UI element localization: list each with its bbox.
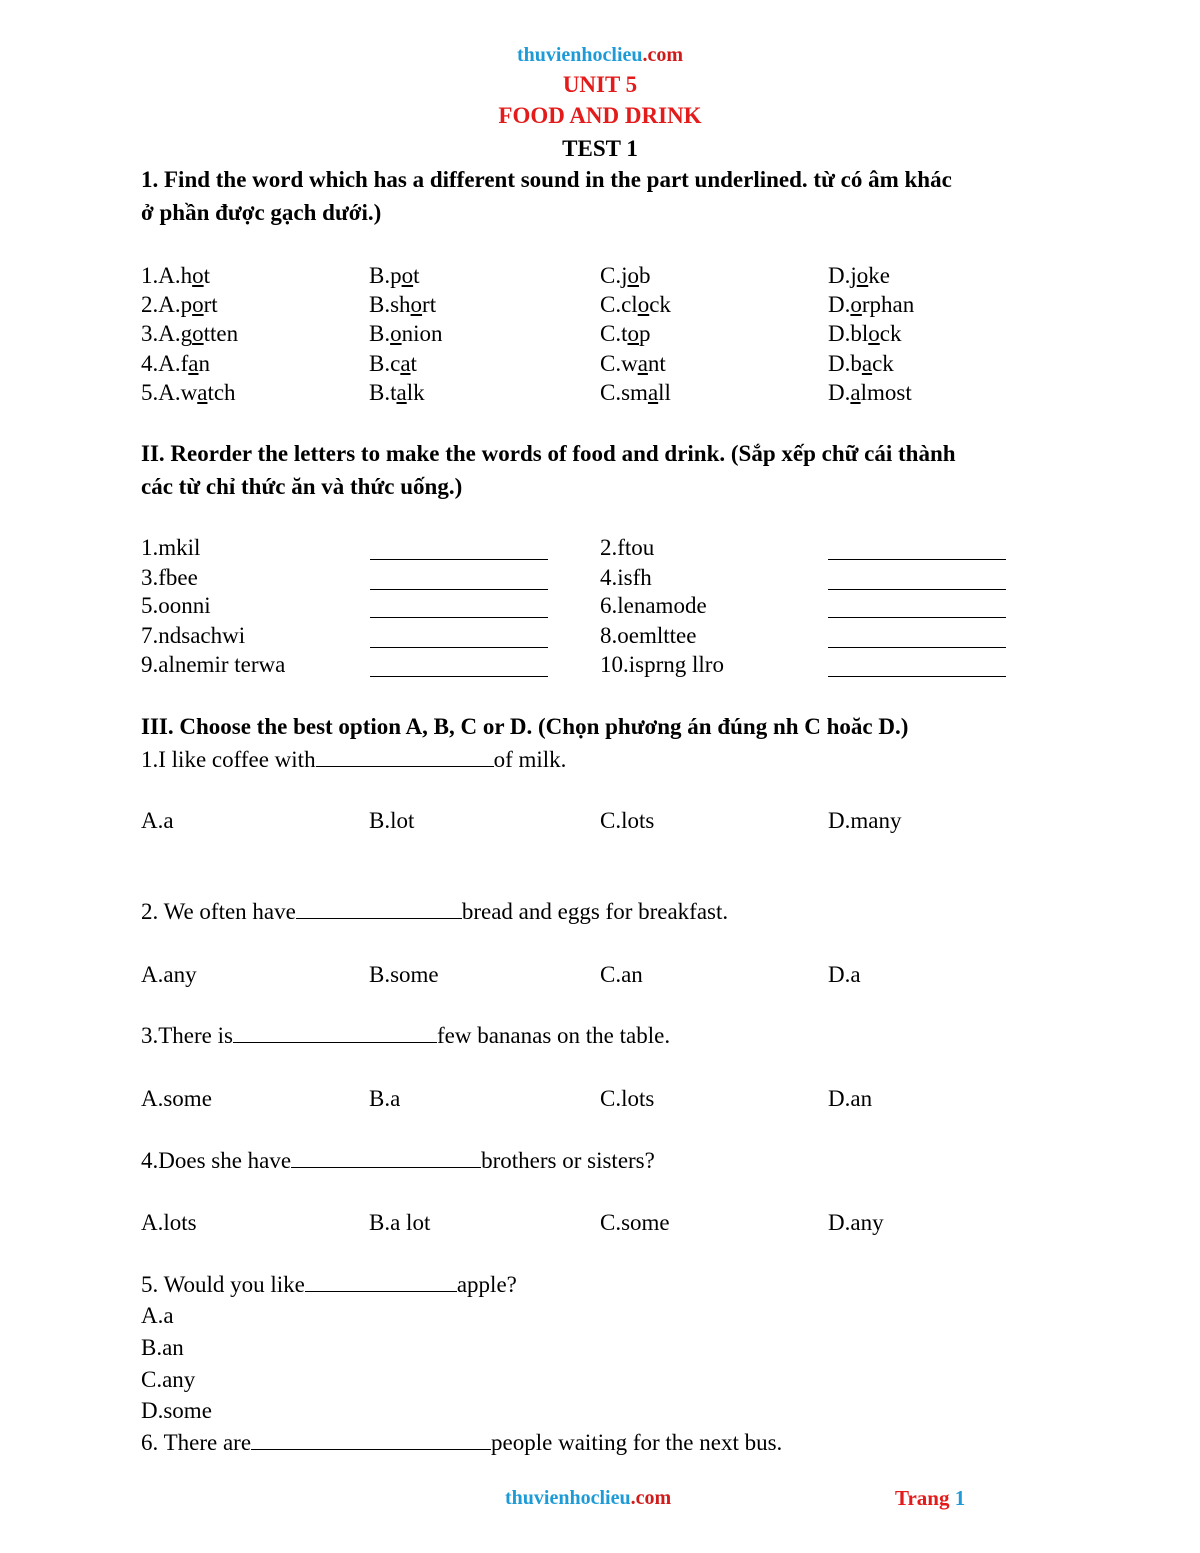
q3-option-c[interactable]: C.lots	[600, 1086, 655, 1111]
s1-option[interactable]: C.clock	[600, 292, 671, 317]
s1-option[interactable]: 5.A.watch	[141, 380, 236, 405]
answer-line[interactable]	[828, 676, 1006, 677]
q5-option-b[interactable]: B.an	[141, 1335, 184, 1360]
header-site: thuvienhoclieu.com	[516, 44, 684, 66]
answer-blank[interactable]	[305, 1271, 457, 1292]
s1-option[interactable]: D.block	[828, 321, 902, 346]
scrambled-word: 5.oonni	[141, 593, 211, 618]
s1-option[interactable]: C.small	[600, 380, 671, 405]
q4-option-c[interactable]: C.some	[600, 1210, 670, 1235]
section3-title: III. Choose the best option A, B, C or D. (Chọn phương án đúng nh C hoăc D.)	[141, 714, 909, 739]
s1-option[interactable]: B.onion	[369, 321, 443, 346]
underlined-letter: o	[192, 292, 204, 317]
q2-option-c[interactable]: C.an	[600, 962, 643, 987]
question-5: 5. Would you like apple?	[141, 1272, 517, 1297]
section1-title-line2: ở phần được gạch dưới.)	[141, 200, 382, 225]
s1-option[interactable]: C.job	[600, 263, 651, 288]
q3-option-d[interactable]: D.an	[828, 1086, 873, 1111]
question-1: 1.I like coffee with of milk.	[141, 747, 567, 772]
question-4: 4.Does she have brothers or sisters?	[141, 1148, 655, 1173]
q2-option-a[interactable]: A.any	[141, 962, 197, 987]
answer-blank[interactable]	[296, 898, 462, 919]
answer-line[interactable]	[370, 559, 548, 560]
question-3: 3.There is few bananas on the table.	[141, 1023, 671, 1048]
q5-option-a[interactable]: A.a	[141, 1303, 174, 1328]
q1-option-d[interactable]: D.many	[828, 808, 902, 833]
s1-option[interactable]: 4.A.fan	[141, 351, 210, 376]
s1-option[interactable]: 2.A.port	[141, 292, 218, 317]
q5-option-c[interactable]: C.any	[141, 1367, 196, 1392]
s1-option[interactable]: D.almost	[828, 380, 912, 405]
underlined-letter: o	[192, 263, 204, 288]
underlined-letter: o	[390, 321, 402, 346]
underlined-letter: a	[850, 380, 861, 405]
underlined-letter: o	[627, 263, 639, 288]
s1-option[interactable]: D.orphan	[828, 292, 915, 317]
scrambled-word: 8.oemlttee	[600, 623, 697, 648]
underlined-letter: a	[396, 380, 407, 405]
q4-option-b[interactable]: B.a lot	[369, 1210, 431, 1235]
q4-option-d[interactable]: D.any	[828, 1210, 884, 1235]
underlined-letter: o	[410, 292, 423, 317]
answer-blank[interactable]	[291, 1147, 481, 1168]
underlined-letter: o	[192, 321, 204, 346]
s1-option[interactable]: D.back	[828, 351, 894, 376]
s1-option[interactable]: 3.A.gotten	[141, 321, 239, 346]
scrambled-word: 10.isprng llro	[600, 652, 724, 677]
s1-option[interactable]: B.short	[369, 292, 437, 317]
topic-title: FOOD AND DRINK	[498, 103, 702, 128]
answer-line[interactable]	[370, 647, 548, 648]
q3-option-a[interactable]: A.some	[141, 1086, 212, 1111]
unit-title: UNIT 5	[562, 72, 638, 97]
q4-option-a[interactable]: A.lots	[141, 1210, 197, 1235]
answer-line[interactable]	[828, 589, 1006, 590]
q2-option-d[interactable]: D.a	[828, 962, 861, 987]
answer-line[interactable]	[370, 589, 548, 590]
underlined-letter: a	[400, 351, 411, 376]
underlined-letter: o	[637, 292, 650, 317]
q2-option-b[interactable]: B.some	[369, 962, 439, 987]
scrambled-word: 4.isfh	[600, 565, 652, 590]
underlined-letter: o	[850, 292, 862, 317]
answer-blank[interactable]	[316, 746, 494, 767]
underlined-letter: o	[401, 263, 414, 288]
q1-option-b[interactable]: B.lot	[369, 808, 415, 833]
scrambled-word: 9.alnemir terwa	[141, 652, 286, 677]
answer-line[interactable]	[828, 647, 1006, 648]
underlined-letter: o	[868, 321, 880, 346]
s1-option[interactable]: B.cat	[369, 351, 417, 376]
scrambled-word: 1.mkil	[141, 535, 201, 560]
underlined-letter: a	[647, 380, 659, 405]
q3-option-b[interactable]: B.a	[369, 1086, 401, 1111]
answer-blank[interactable]	[251, 1429, 491, 1450]
q1-option-c[interactable]: C.lots	[600, 808, 655, 833]
s1-option[interactable]: 1.A.hot	[141, 263, 211, 288]
question-6: 6. There are people waiting for the next bus.	[141, 1430, 783, 1455]
scrambled-word: 6.lenamode	[600, 593, 707, 618]
footer-site: thuvienhoclieu.com	[505, 1487, 672, 1509]
s1-option[interactable]: C.top	[600, 321, 651, 346]
answer-line[interactable]	[828, 559, 1006, 560]
question-2: 2. We often have bread and eggs for breakfast.	[141, 899, 729, 924]
underlined-letter: o	[627, 321, 639, 346]
q5-option-d[interactable]: D.some	[141, 1398, 212, 1423]
section2-title-line2: các từ chỉ thức ăn và thức uống.)	[141, 474, 463, 499]
test-title: TEST 1	[562, 136, 638, 161]
section2-title-line1: II. Reorder the letters to make the words of food and drink. (Sắp xếp chữ cái thành	[141, 441, 956, 466]
q1-option-a[interactable]: A.a	[141, 808, 174, 833]
s1-option[interactable]: B.pot	[369, 263, 420, 288]
underlined-letter: a	[197, 380, 208, 405]
s1-option[interactable]: D.joke	[828, 263, 890, 288]
underlined-letter: a	[861, 351, 873, 376]
page-number: Trang 1	[895, 1486, 966, 1510]
scrambled-word: 2.ftou	[600, 535, 655, 560]
s1-option[interactable]: C.want	[600, 351, 666, 376]
scrambled-word: 3.fbee	[141, 565, 198, 590]
answer-line[interactable]	[370, 676, 548, 677]
answer-line[interactable]	[370, 617, 548, 618]
underlined-letter: a	[637, 351, 648, 376]
section1-title-line1: 1. Find the word which has a different sound in the part underlined. từ có âm khác	[141, 167, 952, 192]
scrambled-word: 7.ndsachwi	[141, 623, 246, 648]
answer-line[interactable]	[828, 617, 1006, 618]
answer-blank[interactable]	[233, 1022, 437, 1043]
underlined-letter: o	[856, 263, 869, 288]
s1-option[interactable]: B.talk	[369, 380, 425, 405]
underlined-letter: a	[188, 351, 199, 376]
